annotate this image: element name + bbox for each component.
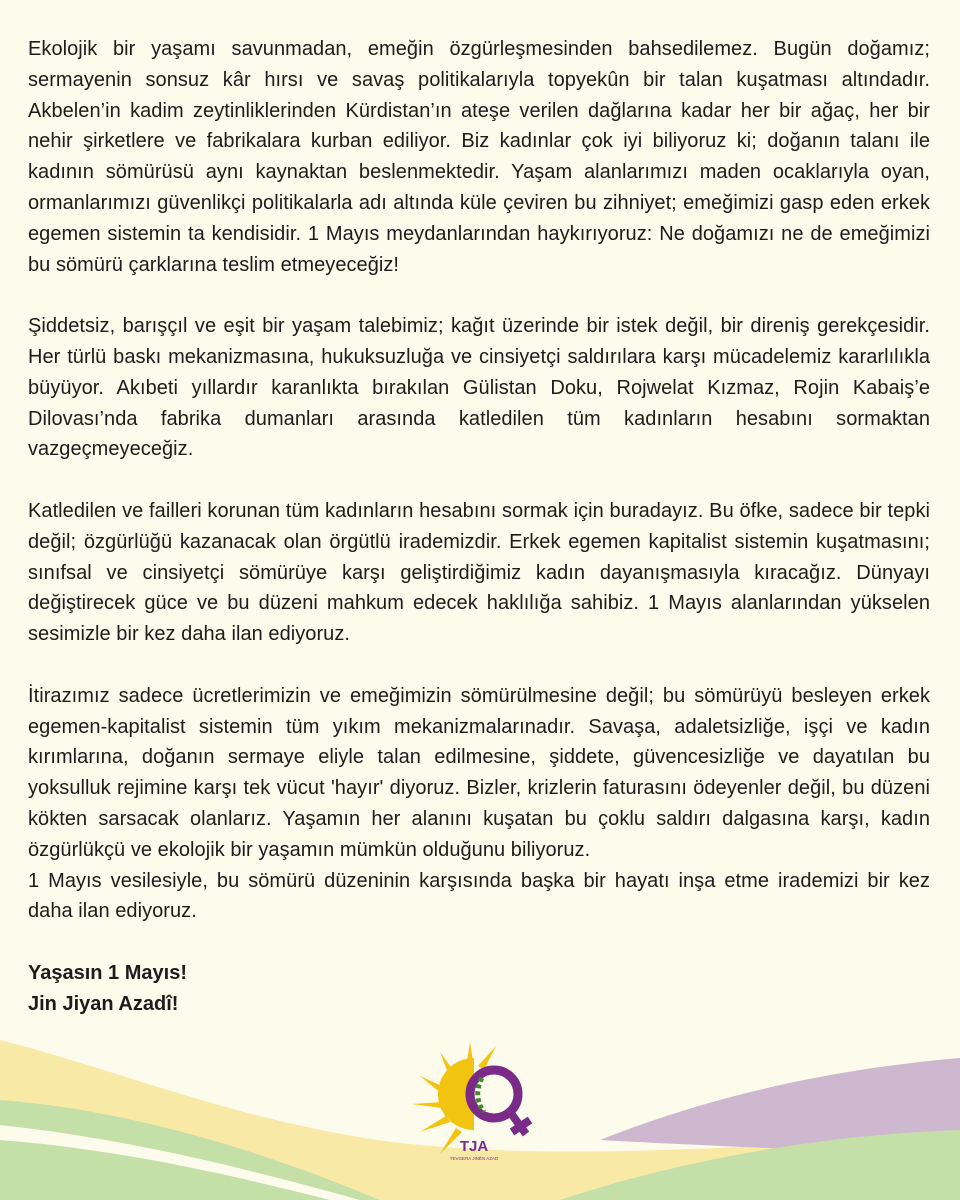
- leaf-wreath-icon: [478, 1078, 484, 1112]
- paragraph-ecology: Ekolojik bir yaşamı savunmadan, emeğin özgürleşmesinden bahsedilemez. Bugün doğamız; sermayenin sonsuz kâr hırsı ve savaş politikalarıyla topyekûn bir talan kuşatması altındadır. Akbelen’in kadim zeytinliklerinden Kürdistan’ın ateşe verilen dağlarına kadar her bir ağaç, her bir nehir şirketlere ve fabrikalara kurban ediliyor. Biz kadınlar çok iyi biliyoruz ki; doğanın talanı ile kadının sömürüsü aynı kaynaktan beslenmektedir. Yaşam alanlarımızı maden ocaklarıyla oyan, ormanlarımızı güvenlikçi politikalarla adı altında küle çeviren bu zihniyet; emeğimizi gasp eden erkek egemen sistemin ta kendisidir. 1 Mayıs meydanlarından haykırıyoruz: Ne doğamızı ne de emeğimizi bu sömürü çarklarına teslim etmeyeceğiz!: [28, 38, 930, 276]
- signoff-may-day: Yaşasın 1 Mayıs!: [28, 961, 187, 984]
- statement-text: [28, 34, 930, 1020]
- paragraph-solidarity: Katledilen ve failleri korunan tüm kadınların hesabını sormak için buradayız. Bu öfke, sadece bir tepki değil; özgürlüğü kazanacak olan örgütlü irademizdir. Erkek egemen kapitalist sistemin kuşatmasını; sınıfsal ve cinsiyetçi sömürüye karşı geliştirdiğimiz kadın dayanışmasıyla kıracağız. Dünyayı değiştirecek güce ve bu düzeni mahkum edecek haklılığa sahibiz. 1 Mayıs alanlarından yükselen sesimizle bir kez daha ilan ediyoruz.: [28, 499, 930, 646]
- logo-subtext: TEVGERA JINÊN AZAD: [449, 1156, 499, 1161]
- paragraph-violence: Şiddetsiz, barışçıl ve eşit bir yaşam talebimiz; kağıt üzerinde bir istek değil, bir direniş gerekçesidir. Her türlü baskı mekanizmasına, hukuksuzluğa ve cinsiyetçi saldırılara karşı mücadelemiz kararlılıkla büyüyor. Akıbeti yıllardır karanlıkta bırakılan Gülistan Doku, Rojwelat Kızmaz, Rojin Kabaiş’e Dilovası’nda fabrika dumanları arasında katledilen tüm kadınların hesabını sormaktan vazgeçmeyeceğiz.: [28, 315, 930, 461]
- signoff-jin-jiyan-azadi: Jin Jiyan Azadî!: [28, 992, 179, 1015]
- tja-logo: [412, 1038, 542, 1168]
- paragraph-objection: İtirazımız sadece ücretlerimizin ve emeğimizin sömürülmesine değil; bu sömürüyü besleyen erkek egemen-kapitalist sistemin tüm yıkım mekanizmalarınadır. Savaşa, adaletsizliğe, işçi ve kadın kırımlarına, doğanın sermaye eliyle talan edilmesine, şiddete, güvencesizliğe ve dayatılan bu yoksulluk rejimine karşı tek vücut 'hayır' diyoruz. Bizler, krizlerin faturasını ödeyenler değil, bu düzeni kökten sarsacak olanlarız. Yaşamın her alanını kuşatan bu çoklu saldırı dalgasına karşı, kadın özgürlükçü ve ekolojik bir yaşamın mümkün olduğunu biliyoruz.: [28, 684, 930, 861]
- paragraph-may-day: 1 Mayıs vesilesiyle, bu sömürü düzeninin karşısında başka bir hayatı inşa etme irademizi bir kez daha ilan ediyoruz.: [28, 869, 930, 923]
- logo-text: TJA: [459, 1138, 489, 1155]
